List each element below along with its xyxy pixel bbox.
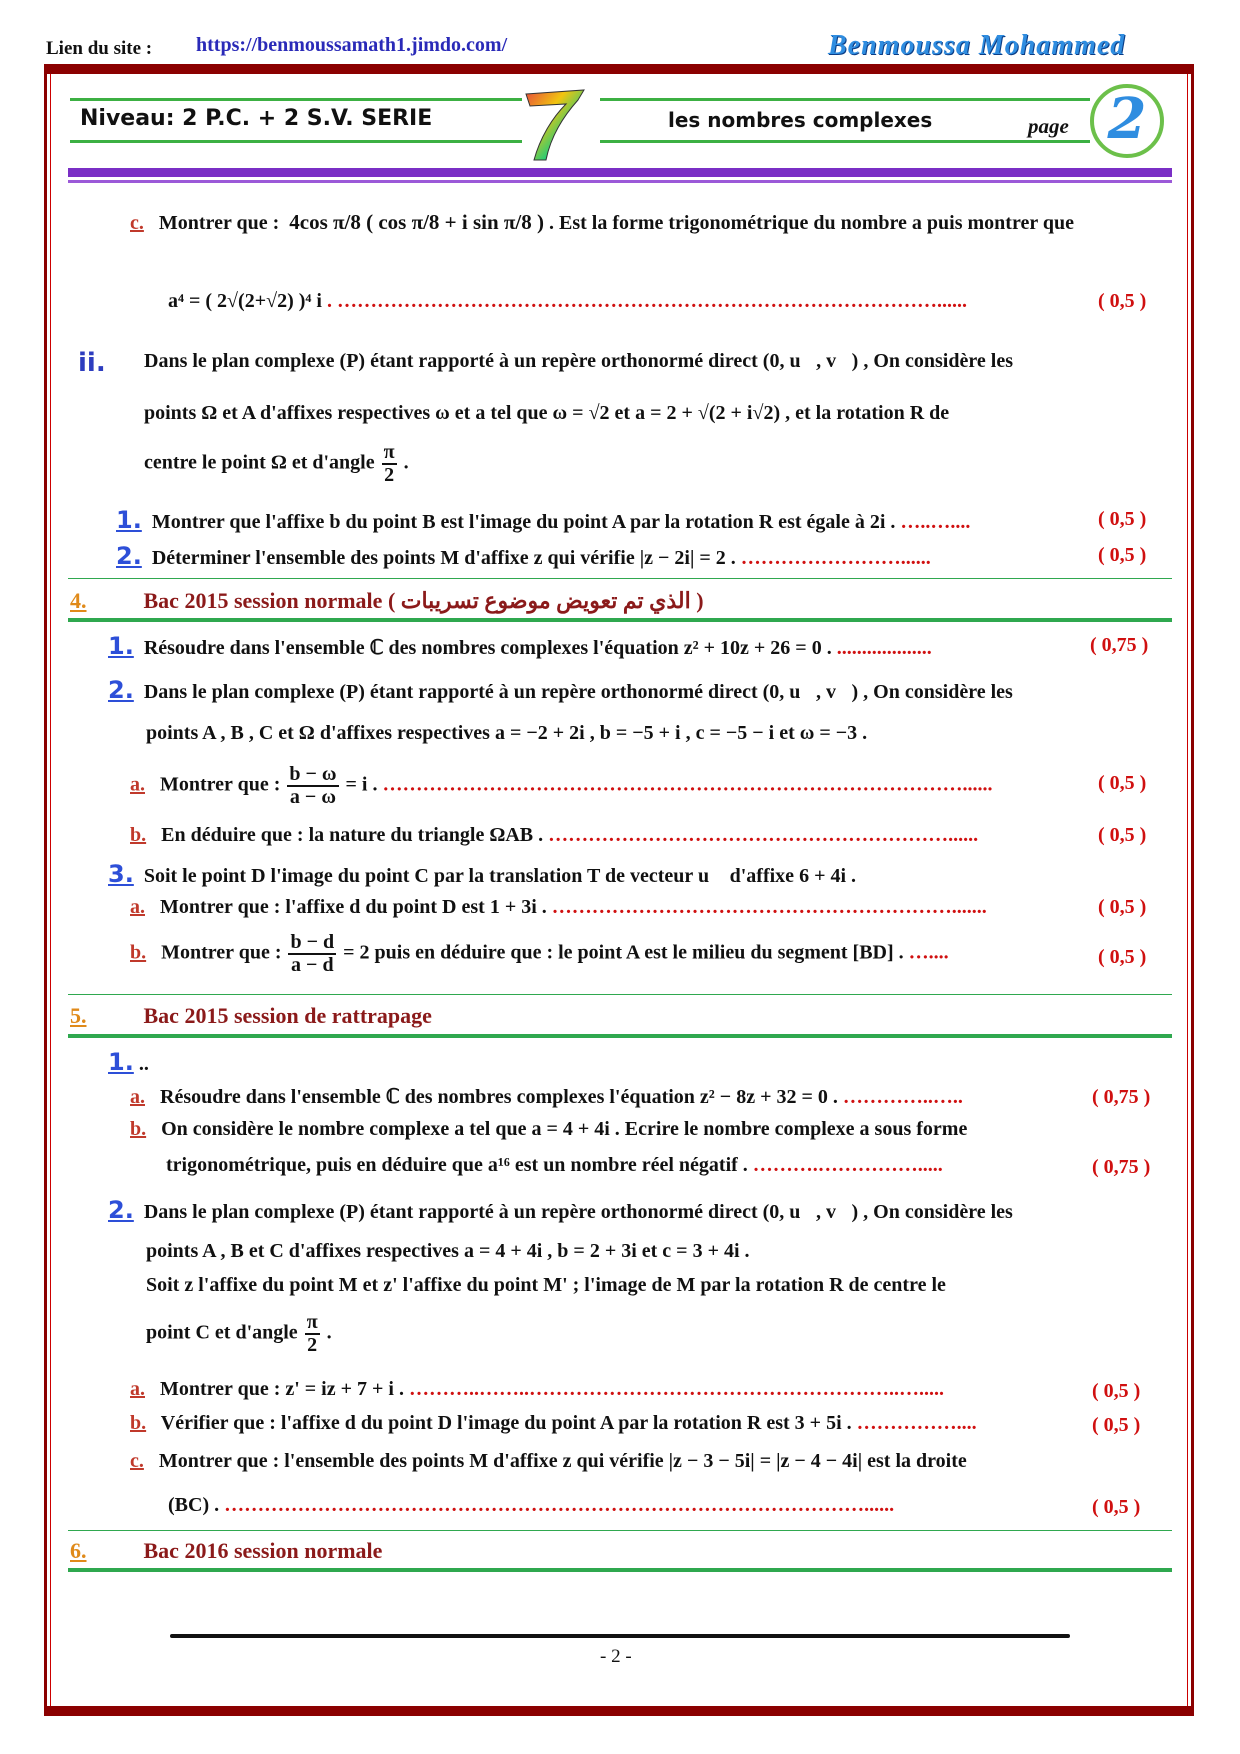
author-name: Benmoussa Mohammed: [828, 30, 1126, 61]
section-separator: [68, 618, 1172, 622]
section-separator: [68, 1034, 1172, 1038]
points-badge: ( 0,75 ): [1092, 1086, 1151, 1108]
points-badge: ( 0,5 ): [1092, 1414, 1141, 1436]
points-badge: ( 0,5 ): [1092, 1380, 1141, 1402]
s5-q1b-line1: b. On considère le nombre complexe a tel que a = 4 + 4i . Ecrire le nombre complexe a sous forme: [130, 1118, 968, 1140]
header-line-top-right: [600, 98, 1090, 101]
points-badge: ( 0,75 ): [1092, 1156, 1151, 1178]
s4-q1: 1. Résoudre dans l'ensemble ℂ des nombres complexes l'équation z² + 10z + 26 = 0 . ...................: [108, 632, 932, 660]
exercise-c-line1: c. Montrer que : 4cos π/8 ( cos π/8 + i sin π/8 ) . Est la forme trigonométrique du nombre a puis montrer que: [130, 210, 1074, 234]
s5-q2c-line2: (BC) . ……………………………………………………………………………………......: [168, 1494, 895, 1516]
header-line-top-left: [70, 98, 522, 101]
header-line-bottom-right: [600, 140, 1090, 143]
points-badge: ( 0,5 ): [1098, 824, 1147, 846]
part-ii-q2: 2. Déterminer l'ensemble des points M d'affixe z qui vérifie |z − 2i| = 2 . ……………………......: [116, 542, 931, 570]
part-ii-line1: Dans le plan complexe (P) étant rapporté à un repère orthonormé direct (0, u⃗, v⃗) , On considère les: [144, 350, 1013, 372]
header-purple-bar-thin: [68, 180, 1172, 183]
s5-q1a: a. Résoudre dans l'ensemble ℂ des nombres complexes l'équation z² − 8z + 32 = 0 . …………..…..: [130, 1086, 963, 1108]
points-badge: ( 0,5 ): [1092, 1496, 1141, 1518]
points-badge: ( 0,75 ): [1090, 634, 1149, 656]
footer-rule: [170, 1634, 1070, 1638]
s4-q2a: a. Montrer que : $\frac{b - \omega}{a - \omega}$ = i . ……………………………………………………………………………......: [130, 763, 993, 808]
header-purple-bar: [68, 168, 1172, 177]
s4-q3: 3. Soit le point D l'image du point C par la translation T de vecteur u⃗ d'affixe 6 + 4i .: [108, 860, 857, 888]
section-separator: [68, 578, 1172, 579]
level-serie: Niveau: 2 P.C. + 2 S.V. SERIE: [80, 106, 433, 131]
s5-q2a: a. Montrer que : z' = iz + 7 + i . ………..……..………………………………………………..….....: [130, 1378, 944, 1400]
points-badge: ( 0,5 ): [1098, 290, 1147, 312]
s5-q1: 1. ..: [108, 1048, 149, 1076]
s4-q3a: a. Montrer que : l'affixe d du point D est 1 + 3i . …………………………………………………….......: [130, 896, 987, 918]
s5-q2-line1: 2. Dans le plan complexe (P) étant rapporté à un repère orthonormé direct (0, u⃗, v⃗) , On considère les: [108, 1196, 1013, 1224]
s5-q2c-line1: c. Montrer que : l'ensemble des points M d'affixe z qui vérifie |z − 3 − 5i| = |z − 4 − 4i| est la droite: [130, 1450, 967, 1472]
frame-bottom-bar: [44, 1706, 1194, 1716]
page-badge-number: 2: [1107, 86, 1147, 152]
points-badge: ( 0,5 ): [1098, 946, 1147, 968]
part-ii-line2: points Ω et A d'affixes respectives ω et a tel que ω = √2 et a = 2 + √(2 + i√2) , et la rotation R de: [144, 402, 950, 424]
page-word: page: [1028, 114, 1069, 138]
site-url-link[interactable]: https://benmoussamath1.jimdo.com/: [196, 34, 508, 56]
exercise-c-line2: a⁴ = ( 2√(2+√2) )⁴ i . ………………………………………………………………………………......: [168, 290, 967, 312]
s5-q2-line2: points A , B et C d'affixes respectives a = 4 + 4i , b = 2 + 3i et c = 3 + 4i .: [146, 1240, 750, 1262]
section-6-heading: 6. Bac 2016 session normale: [70, 1538, 383, 1563]
s4-q2b: b. En déduire que : la nature du triangle ΩAB . ……………………………………………………......: [130, 824, 979, 846]
s4-q2-line2: points A , B , C et Ω d'affixes respectives a = −2 + 2i , b = −5 + i , c = −5 − i et ω = −3 .: [146, 722, 868, 744]
part-ii-line3: centre le point Ω et d'angle $\frac{\pi}{2}$ .: [144, 441, 409, 486]
section-separator: [68, 1568, 1172, 1572]
s5-q2b: b. Vérifier que : l'affixe d du point D l'image du point A par la rotation R est 3 + 5i . ……………....: [130, 1412, 977, 1434]
points-badge: ( 0,5 ): [1098, 544, 1147, 566]
header-line-bottom-left: [70, 140, 522, 143]
s5-q2-line3: Soit z l'affixe du point M et z' l'affixe du point M' ; l'image de M par la rotation R de centre le: [146, 1274, 946, 1296]
topic-title: les nombres complexes: [668, 108, 933, 132]
s4-q3b: b. Montrer que : $\frac{b - d}{a - d}$ = 2 puis en déduire que : le point A est le milieu du segment [BD] . …....: [130, 931, 949, 976]
points-badge: ( 0,5 ): [1098, 772, 1147, 794]
s4-q2-line1: 2. Dans le plan complexe (P) étant rapporté à un repère orthonormé direct (0, u⃗, v⃗) , On considère les: [108, 676, 1013, 704]
item-label: c.: [130, 212, 144, 234]
part-ii-label: ii.: [78, 348, 106, 378]
points-badge: ( 0,5 ): [1098, 508, 1147, 530]
section-separator: [68, 1530, 1172, 1531]
part-ii-q1: 1. Montrer que l'affixe b du point B est l'image du point A par la rotation R est égale à 2i . …..…....: [116, 506, 971, 534]
section-separator: [68, 994, 1172, 995]
s5-q2-line4: point C et d'angle $\frac{\pi}{2}$ .: [146, 1311, 332, 1356]
points-badge: ( 0,5 ): [1098, 896, 1147, 918]
footer-page-number: - 2 -: [600, 1646, 632, 1667]
frame-top-bar: [44, 64, 1194, 74]
section-5-heading: 5. Bac 2015 session de rattrapage: [70, 1003, 432, 1028]
site-label: Lien du site :: [46, 38, 153, 59]
s5-q1b-line2: trigonométrique, puis en déduire que a¹⁶ est un nombre réel négatif . ……….…………….....: [166, 1154, 943, 1176]
serie-number-logo: [520, 84, 590, 164]
section-4-heading: 4. Bac 2015 session normale ( الذي تم تعويض موضوع تسريبات ): [70, 588, 704, 613]
page-badge: [1090, 84, 1164, 158]
